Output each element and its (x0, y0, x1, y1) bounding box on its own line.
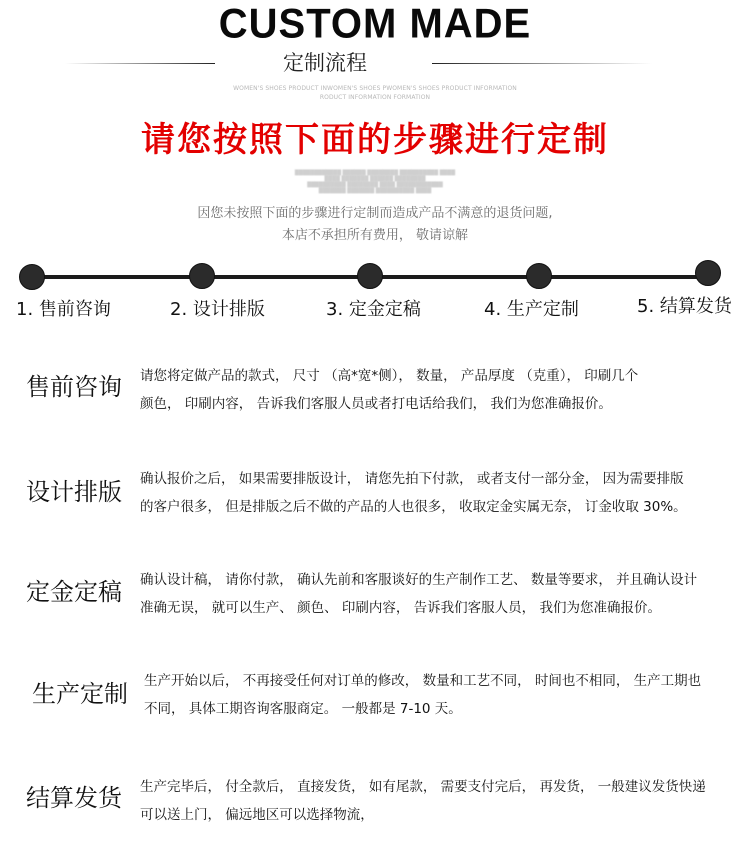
section-body-line-2: 可以送上门， 偏远地区可以选择物流， (140, 807, 374, 823)
section-body-line-1: 生产开始以后， 不再接受任何对订单的修改， 数量和工艺不同， 时间也不相同， 生产工期也 (144, 673, 702, 689)
divider-left (65, 63, 215, 64)
section-body (140, 362, 730, 418)
notice (0, 203, 750, 247)
section-body (144, 667, 734, 723)
english-info (0, 84, 750, 102)
section-body-line-2: 准确无误， 就可以生产、 颜色、 印刷内容， 告诉我们客服人员， 我们为您准确报价。 (140, 600, 661, 616)
section-body-line-2: 颜色， 印刷内容， 告诉我们客服人员或者打电话给我们， 我们为您准确报价。 (140, 396, 612, 412)
step-dot-5 (695, 260, 721, 286)
step-label-5: 5. 结算发货 (637, 296, 732, 317)
notice-line-1: 因您未按照下面的步骤进行定制而造成产品不满意的退货问题, (197, 206, 553, 221)
section-title: 定金定稿 (26, 578, 122, 606)
section-title: 生产定制 (32, 680, 128, 708)
step-dot-4 (526, 263, 552, 289)
step-dot-1 (19, 264, 45, 290)
section-title: 设计排版 (26, 478, 122, 506)
subtitle-row (0, 46, 750, 80)
english-info-line-1: WOMEN'S SHOES PRODUCT INWOMEN'S SHOES PWOMEN'S SHOES PRODUCT INFORMATION (233, 85, 517, 92)
english-info-line-2: RODUCT INFORMATION FORMATION (319, 94, 431, 101)
section-body-line-1: 确认设计稿， 请你付款， 确认先前和客服谈好的生产制作工艺、 数量等要求， 并且确认设计 (140, 572, 698, 588)
section-title: 售前咨询 (26, 373, 122, 401)
step-dot-2 (189, 263, 215, 289)
section-body-line-1: 生产完毕后， 付全款后， 直接发货， 如有尾款， 需要支付完后， 再发货， 一般建议发货快递 (140, 779, 706, 795)
section-body-line-1: 请您将定做产品的款式， 尺寸 （高*宽*侧）， 数量， 产品厚度 （克重）， 印刷几个 (140, 368, 639, 384)
step-label-3: 3. 定金定稿 (326, 299, 421, 320)
step-label-1: 1. 售前咨询 (16, 299, 111, 320)
step-label-4: 4. 生产定制 (484, 299, 579, 320)
step-label-2: 2. 设计排版 (170, 299, 265, 320)
section-body (140, 773, 730, 829)
headline: 请您按照下面的步骤进行定制 (141, 120, 609, 160)
subtitle: 定制流程 (283, 51, 367, 75)
section-title: 结算发货 (26, 784, 122, 812)
section-body-line-2: 的客户很多， 但是排版之后不做的产品的人也很多， 收取定金实属无奈， 订金收取 30%。 (140, 499, 687, 515)
divider-right (432, 63, 652, 64)
step-dot-3 (357, 263, 383, 289)
notice-line-2: 本店不承担所有费用， 敬请谅解 (281, 228, 469, 243)
blurred-decoration-text: ████████████ ██████ ████████ ██████████ ████ ████ ███████ ██████ ████████ ██████████ ████████ ████ ████████████ ███████ ███████ ██████████ ████ (294, 170, 456, 194)
hero-title: CUSTOM MADE (218, 0, 532, 48)
section-body-line-1: 确认报价之后， 如果需要排版设计， 请您先拍下付款， 或者支付一部分金， 因为需要排版 (140, 471, 684, 487)
process-timeline (0, 258, 750, 328)
section-body (140, 566, 730, 622)
section-body-line-2: 不同， 具体工期咨询客服商定。 一般都是 7-10 天。 (144, 701, 462, 717)
section-body (140, 465, 730, 521)
